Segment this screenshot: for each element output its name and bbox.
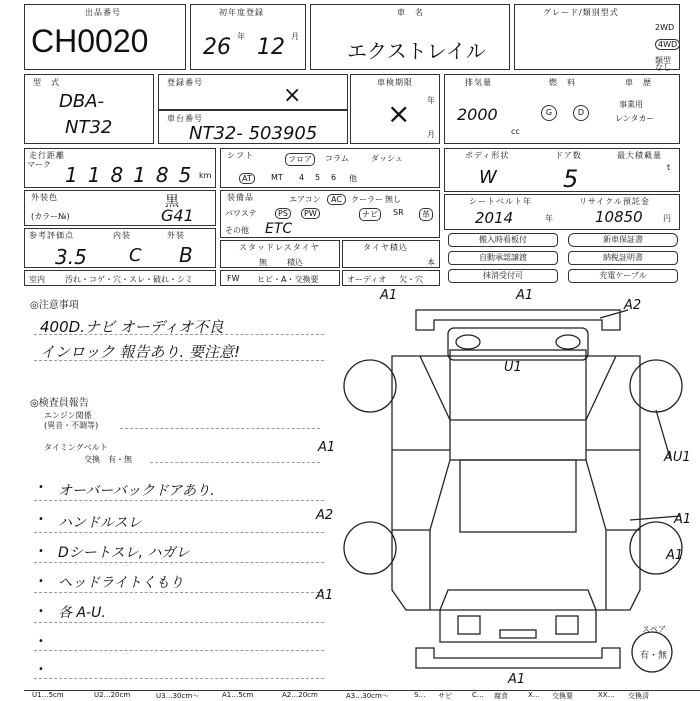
diagram-mark-9: A1	[674, 512, 692, 527]
notes-line-1: 400D.ナビ オーディオ不良	[40, 318, 224, 336]
fuel-diesel: D	[573, 105, 589, 121]
equip-leather: 革	[419, 208, 433, 221]
report-rule-3	[34, 562, 324, 563]
notes-rule-1	[34, 334, 324, 335]
legend-a3: A3…30cm〜	[346, 692, 389, 700]
tire-load-label: タイヤ積込	[363, 243, 408, 252]
first-registration-box	[190, 4, 306, 70]
drive-4wd: 4WD	[655, 39, 680, 50]
legend-rust: サビ	[438, 692, 452, 700]
right-taillight-shape	[556, 616, 578, 634]
seatbelt-recycle-box	[444, 194, 680, 230]
report-bullet-2: •	[38, 514, 44, 525]
notes-label: ◎注意事項	[30, 300, 79, 311]
right-headlight-shape	[556, 335, 580, 349]
first-registration-month-unit: 月	[291, 32, 299, 41]
studless-load: 積込	[287, 258, 303, 267]
shift-dash: ダッシュ	[371, 154, 403, 163]
shift-4: 4	[299, 173, 305, 182]
diagram-mark-10: A1	[666, 548, 684, 563]
model-type-line1: DBA-	[59, 91, 105, 112]
fuel-gasoline: G	[541, 105, 557, 121]
model-type-label: 型 式	[33, 78, 60, 87]
tire-load-unit: 本	[427, 258, 435, 267]
drive-2wd: 2WD	[655, 23, 675, 32]
body-outline-shape	[392, 356, 640, 610]
engine-sub-label: (異音・不調等)	[44, 421, 99, 430]
recycle-value: 10850	[595, 208, 643, 226]
legend-x: X…	[528, 691, 540, 699]
score-value: 3.5	[55, 245, 87, 269]
legend-a1: A1…5cm	[222, 691, 254, 699]
report-line-2: ハンドルスレ	[58, 515, 142, 531]
shift-other: 他	[349, 174, 357, 183]
first-registration-month: 12	[257, 35, 285, 60]
diagram-mark-5: A1	[318, 440, 336, 455]
right-side-line	[586, 460, 606, 610]
report-line-4: ヘッドライトくもり	[58, 575, 184, 591]
capacity-label: 最大積載量	[617, 151, 662, 160]
seatbelt-value: 2014	[475, 209, 514, 227]
diagram-mark-3: A2	[624, 298, 642, 313]
inspection-label: 車検期限	[377, 78, 413, 87]
report-rule-5	[34, 622, 324, 623]
doors-label: ドア数	[555, 151, 582, 160]
report-line-5: 各 A-U.	[58, 605, 106, 621]
shift-at: AT	[239, 173, 255, 184]
report-line-3: Dシートスレ, ハガレ	[58, 545, 190, 561]
diagram-mark-8: AU1	[664, 450, 691, 465]
audio-value: 欠・穴	[399, 275, 423, 284]
registration-number-value: ×	[283, 83, 302, 108]
shift-mt: MT	[271, 173, 283, 182]
shift-box	[220, 148, 440, 188]
report-bullet-4: •	[38, 576, 44, 587]
equip-other-label: その他	[225, 226, 249, 235]
shift-floor: フロア	[285, 153, 315, 166]
engine-rule	[120, 428, 320, 429]
grade-label: グレード/類別型式	[543, 8, 619, 17]
rear-bumper-shape	[416, 648, 620, 668]
first-registration-year-unit: 年	[237, 32, 245, 41]
body-shape-value: W	[479, 167, 497, 188]
fw-value: ヒビ・A・交換要	[257, 275, 319, 284]
equip-ac: AC	[327, 194, 346, 205]
studless-box	[220, 240, 340, 268]
fuel-label: 燃 料	[549, 78, 576, 87]
rear-left-wheel	[344, 522, 396, 574]
first-registration-year: 26	[203, 35, 231, 60]
inspection-box	[350, 74, 440, 144]
legend-s: S…	[414, 691, 426, 699]
car-name-value: エクストレイル	[347, 39, 486, 63]
doors-value: 5	[563, 165, 579, 193]
hood-shape	[448, 328, 588, 360]
doc-warranty: 新車保証書	[568, 233, 678, 247]
left-headlight-shape	[456, 335, 480, 349]
car-name-box	[310, 4, 510, 70]
interior-score: C	[129, 245, 142, 266]
doc-tax-cert: 納税証明書	[568, 251, 678, 265]
diagram-mark-4: U1	[504, 360, 522, 375]
recycle-unit: 円	[663, 214, 671, 223]
audio-label: オーディオ	[347, 275, 387, 284]
front-left-wheel	[344, 360, 396, 412]
timing-value: 交換 有・無	[84, 455, 132, 464]
shift-column: コラム	[325, 154, 349, 163]
interior-score-label: 内装	[113, 231, 131, 240]
inspection-value: ×	[387, 97, 411, 130]
color-value: 黒	[165, 194, 179, 210]
report-bullet-3: •	[38, 546, 44, 557]
registration-number-box	[158, 74, 348, 110]
notes-line-2: インロック 報告あり. 要注意!	[40, 343, 241, 361]
seatbelt-unit: 年	[545, 214, 553, 223]
score-label: 参考評価点	[29, 231, 74, 240]
legend-replace: 交換要	[552, 692, 573, 700]
mileage-unit: km	[199, 171, 212, 180]
mileage-label: 走行距離	[29, 151, 65, 160]
shift-5: 5	[315, 173, 321, 182]
report-line-1: オーバーバックドアあり.	[58, 483, 215, 499]
equip-power-steering: パワステ	[225, 209, 257, 218]
legend-xx: XX…	[598, 691, 615, 699]
legend-c: C…	[472, 691, 484, 699]
body-shape-label: ボディ形状	[465, 151, 510, 160]
legend-replaced: 交換済	[628, 692, 649, 700]
color-box	[24, 190, 216, 226]
legend-u3: U3…30cm〜	[156, 692, 200, 700]
mileage-mark-label: マーク	[27, 160, 51, 169]
fw-box	[220, 270, 340, 286]
displacement-value: 2000	[457, 105, 498, 124]
engine-fuel-history-box	[444, 74, 680, 144]
legend-u1: U1…5cm	[32, 691, 64, 699]
recycle-label: リサイクル預託金	[579, 197, 650, 206]
interior-condition-box	[24, 270, 216, 286]
audio-box	[342, 270, 440, 286]
doc-auto-transfer: 自動承認譲渡	[448, 251, 558, 265]
studless-label: スタッドレスタイヤ	[239, 243, 320, 252]
diagram-mark-6: A2	[316, 508, 334, 523]
first-registration-label: 初年度登録	[219, 8, 264, 17]
notes-rule-2	[34, 360, 324, 361]
lot-number-box	[24, 4, 186, 70]
report-bullet-7: •	[38, 664, 44, 675]
inspection-month-unit: 月	[427, 130, 435, 139]
inspection-year-unit: 年	[427, 96, 435, 105]
model-type-line2: NT32	[65, 117, 113, 138]
color-label: 外装色	[31, 193, 58, 202]
chassis-number-label: 車台番号	[167, 114, 203, 123]
exterior-score-label: 外装	[167, 231, 185, 240]
report-rule-4	[34, 592, 324, 593]
doc-signboard: 搬入時看板付	[448, 233, 558, 247]
equip-pw: PW	[301, 208, 320, 219]
front-bumper-shape	[416, 310, 620, 330]
equip-sr: SR	[393, 208, 404, 217]
spare-value: 有・無	[640, 651, 668, 661]
equip-aircon: エアコン	[289, 195, 321, 204]
report-rule-7	[34, 678, 324, 679]
fw-label: FW	[227, 274, 240, 283]
equip-other-value: ETC	[265, 221, 293, 237]
history-label: 車 歴	[625, 78, 652, 87]
displacement-unit: cc	[511, 127, 520, 136]
tire-load-box	[342, 240, 440, 268]
report-rule-2	[34, 532, 324, 533]
model-type-box	[24, 74, 154, 144]
color-code-label: (カラー№)	[31, 212, 70, 221]
color-code: G41	[161, 206, 194, 225]
equip-none: 無し	[385, 195, 401, 204]
timing-rule	[150, 462, 320, 463]
lot-number-value: CH0020	[31, 23, 149, 59]
left-taillight-shape	[458, 616, 480, 634]
history-business: 事業用	[619, 100, 643, 109]
mileage-box	[24, 148, 216, 188]
history-rental: レンタカー	[615, 114, 655, 123]
equipment-label: 装備品	[227, 193, 254, 202]
rear-plate-shape	[500, 630, 536, 638]
interior-condition-value: 汚れ・コゲ・穴・スレ・破れ・シミ	[65, 275, 193, 284]
timing-label: タイミングベルト	[44, 443, 108, 452]
diagram-mark-1: A1	[380, 288, 398, 303]
car-name-label: 車 名	[397, 8, 424, 17]
interior-condition-label: 室内	[29, 275, 45, 284]
report-rule-6	[34, 650, 324, 651]
capacity-unit: t	[667, 163, 671, 172]
diagram-mark-11: A1	[508, 672, 526, 687]
mileage-value: 118185	[65, 163, 202, 187]
legend-corrosion: 腐食	[494, 692, 508, 700]
chassis-number-value: NT32- 503905	[189, 123, 318, 144]
chassis-number-box	[158, 110, 348, 144]
equip-navi: ナビ	[359, 208, 381, 221]
left-side-line	[430, 460, 450, 610]
equipment-box	[220, 190, 440, 238]
score-box	[24, 228, 216, 268]
spare-label: スペア	[642, 625, 666, 634]
registration-number-label: 登録番号	[167, 78, 203, 87]
equip-ps: PS	[275, 208, 291, 219]
front-right-wheel	[630, 360, 682, 412]
drive-none: 類型なし	[655, 56, 671, 72]
doc-charge-cable: 充電ケーブル	[568, 269, 678, 283]
engine-label: エンジン関係	[44, 411, 92, 420]
grade-box	[514, 4, 680, 70]
diagram-mark-7: A1	[316, 588, 334, 603]
body-shape-box	[444, 148, 680, 192]
legend-u2: U2…20cm	[94, 691, 131, 699]
studless-none: 無	[259, 258, 267, 267]
mark-line-a1-right	[630, 516, 680, 520]
diagram-mark-2: A1	[516, 288, 534, 303]
report-bullet-6: •	[38, 636, 44, 647]
report-bullet-5: •	[38, 606, 44, 617]
legend-a2: A2…20cm	[282, 691, 318, 699]
equip-cooler: クーラー	[351, 195, 383, 204]
doc-cancel: 抹消受付可	[448, 269, 558, 283]
legend-bar	[24, 690, 700, 701]
shift-label: シフト	[227, 151, 254, 160]
lot-number-label: 出品番号	[85, 8, 121, 17]
displacement-label: 排気量	[465, 78, 492, 87]
seatbelt-label: シートベルト年	[469, 197, 532, 206]
report-rule-1	[34, 500, 324, 501]
report-bullet-1: •	[38, 482, 44, 493]
inspector-label: ◎検査員報告	[30, 398, 89, 409]
roof-rear-shape	[460, 460, 576, 532]
shift-6: 6	[331, 173, 337, 182]
exterior-score: B	[179, 243, 193, 267]
